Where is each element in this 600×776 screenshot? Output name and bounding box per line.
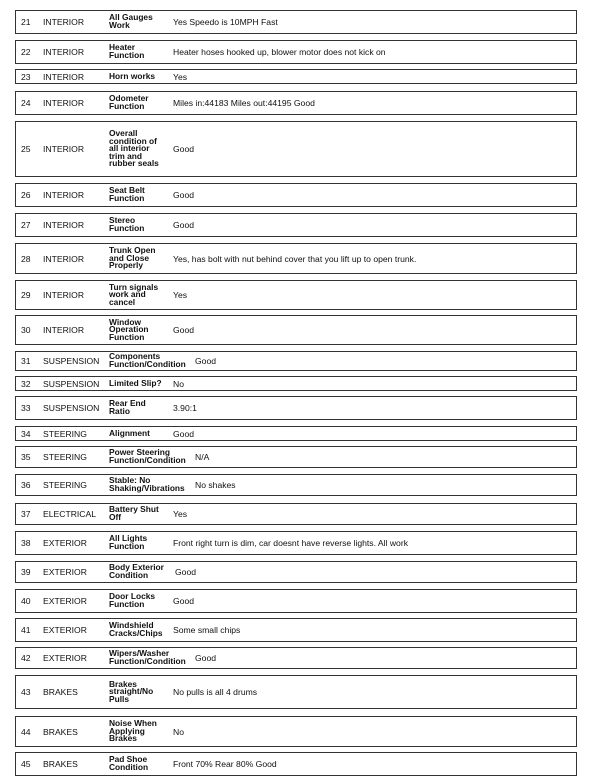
row-item: Alignment bbox=[109, 427, 150, 438]
table-row bbox=[15, 91, 577, 115]
row-category: EXTERIOR bbox=[43, 653, 87, 663]
row-number: 28 bbox=[21, 253, 31, 264]
row-number: 31 bbox=[21, 356, 31, 366]
row-item: Odometer Function bbox=[109, 93, 149, 111]
row-category: INTERIOR bbox=[43, 17, 85, 27]
table-row bbox=[15, 69, 577, 84]
row-item: Stereo Function bbox=[109, 215, 145, 233]
row-value: No bbox=[173, 378, 184, 389]
row-category: INTERIOR bbox=[43, 190, 85, 200]
table-row bbox=[15, 531, 577, 555]
row-number: 26 bbox=[21, 190, 31, 200]
row-item: Door Locks Function bbox=[109, 591, 156, 609]
row-value: Good bbox=[173, 190, 195, 200]
row-item: Battery Shut Off bbox=[109, 504, 159, 522]
row-number: 36 bbox=[21, 480, 31, 490]
row-number: 23 bbox=[21, 71, 31, 82]
row-category: STEERING bbox=[43, 480, 87, 490]
row-item: Heater Function bbox=[109, 42, 145, 60]
row-number: 42 bbox=[21, 653, 31, 663]
row-item: Windshield Cracks/Chips bbox=[109, 620, 163, 638]
row-category: BRAKES bbox=[43, 687, 78, 697]
table-row bbox=[15, 474, 577, 496]
row-number: 40 bbox=[21, 596, 31, 606]
row-item: All Lights Function bbox=[109, 533, 148, 551]
row-item: Seat Belt Function bbox=[109, 185, 145, 203]
row-value: Good bbox=[173, 220, 195, 230]
row-item: Wipers/Washer Function/Condition bbox=[109, 648, 186, 666]
row-number: 27 bbox=[21, 220, 31, 230]
row-value: Yes Speedo is 10MPH Fast bbox=[173, 17, 278, 27]
row-category: INTERIOR bbox=[43, 71, 85, 82]
row-number: 39 bbox=[21, 567, 31, 577]
row-item: Power Steering Function/Condition bbox=[109, 447, 186, 465]
table-row bbox=[15, 396, 577, 420]
row-category: INTERIOR bbox=[43, 253, 85, 264]
row-category: BRAKES bbox=[43, 726, 78, 737]
row-value: N/A bbox=[195, 452, 210, 462]
table-row bbox=[15, 376, 577, 391]
row-category: SUSPENSION bbox=[43, 356, 100, 366]
table-row bbox=[15, 752, 577, 776]
table-row bbox=[15, 243, 577, 274]
row-value: Some small chips bbox=[173, 625, 241, 635]
row-item: Window Operation Function bbox=[109, 316, 149, 342]
row-category: INTERIOR bbox=[43, 47, 85, 57]
row-category: EXTERIOR bbox=[43, 538, 87, 548]
row-number: 38 bbox=[21, 538, 31, 548]
row-value: No bbox=[173, 726, 184, 737]
row-number: 41 bbox=[21, 625, 31, 635]
row-category: INTERIOR bbox=[43, 98, 85, 108]
table-row bbox=[15, 716, 577, 747]
row-item: All Gauges Work bbox=[109, 12, 153, 30]
row-category: BRAKES bbox=[43, 759, 78, 769]
row-number: 30 bbox=[21, 325, 31, 335]
row-item: Components Function/Condition bbox=[109, 351, 186, 369]
row-number: 34 bbox=[21, 428, 31, 439]
row-category: EXTERIOR bbox=[43, 596, 87, 606]
row-number: 44 bbox=[21, 726, 31, 737]
table-row bbox=[15, 618, 577, 642]
table-row bbox=[15, 183, 577, 207]
row-number: 45 bbox=[21, 759, 31, 769]
row-value: Good bbox=[173, 596, 195, 606]
row-value: No shakes bbox=[195, 480, 236, 490]
row-item: Horn works bbox=[109, 70, 156, 81]
table-row bbox=[15, 503, 577, 525]
row-category: STEERING bbox=[43, 452, 87, 462]
row-category: EXTERIOR bbox=[43, 567, 87, 577]
row-item: Pad Shoe Condition bbox=[109, 754, 149, 772]
row-category: ELECTRICAL bbox=[43, 509, 97, 519]
row-number: 24 bbox=[21, 98, 31, 108]
row-value: Good bbox=[195, 653, 217, 663]
row-item: Rear End Ratio bbox=[109, 398, 146, 416]
row-value: Front right turn is dim, car doesnt have reverse lights. All work bbox=[173, 538, 408, 548]
row-value: Yes bbox=[173, 509, 188, 519]
table-row bbox=[15, 351, 577, 371]
row-value: 3.90:1 bbox=[173, 403, 197, 413]
table-row bbox=[15, 280, 577, 310]
row-item: Noise When Applying Brakes bbox=[109, 718, 157, 744]
row-number: 33 bbox=[21, 403, 31, 413]
row-item: Trunk Open and Close Properly bbox=[109, 245, 156, 271]
row-number: 35 bbox=[21, 452, 31, 462]
table-row bbox=[15, 426, 577, 441]
row-number: 22 bbox=[21, 47, 31, 57]
row-value: Yes bbox=[173, 290, 188, 300]
table-row bbox=[15, 647, 577, 669]
row-item: Body Exterior Condition bbox=[109, 562, 164, 580]
row-number: 29 bbox=[21, 290, 31, 300]
row-item: Limited Slip? bbox=[109, 377, 162, 388]
row-value: Front 70% Rear 80% Good bbox=[173, 759, 277, 769]
table-row bbox=[15, 40, 577, 64]
row-category: INTERIOR bbox=[43, 325, 85, 335]
table-row bbox=[15, 589, 577, 613]
table-row bbox=[15, 121, 577, 177]
table-row bbox=[15, 10, 577, 34]
table-row bbox=[15, 446, 577, 468]
row-value: Good bbox=[175, 567, 197, 577]
table-row bbox=[15, 315, 577, 345]
row-category: INTERIOR bbox=[43, 220, 85, 230]
table-row bbox=[15, 213, 577, 237]
row-category: SUSPENSION bbox=[43, 403, 100, 413]
row-value: Yes, has bolt with nut behind cover that you lift up to open trunk. bbox=[173, 253, 417, 264]
row-category: SUSPENSION bbox=[43, 378, 100, 389]
row-value: Good bbox=[173, 144, 195, 154]
row-number: 21 bbox=[21, 17, 31, 27]
row-value: Good bbox=[173, 428, 195, 439]
row-number: 32 bbox=[21, 378, 31, 389]
row-value: Miles in:44183 Miles out:44195 Good bbox=[173, 98, 315, 108]
row-item: Turn signals work and cancel bbox=[109, 281, 159, 307]
row-category: STEERING bbox=[43, 428, 87, 439]
row-item: Overall condition of all interior trim and rubber seals bbox=[109, 128, 159, 169]
row-value: Heater hoses hooked up, blower motor does not kick on bbox=[173, 47, 386, 57]
table-row bbox=[15, 561, 577, 583]
row-value: Good bbox=[173, 325, 195, 335]
table-row bbox=[15, 675, 577, 709]
row-value: No pulls is all 4 drums bbox=[173, 687, 258, 697]
row-item: Stable: No Shaking/Vibrations bbox=[109, 475, 185, 493]
row-value: Good bbox=[195, 356, 217, 366]
row-number: 37 bbox=[21, 509, 31, 519]
row-category: INTERIOR bbox=[43, 144, 85, 154]
row-item: Brakes straight/No Pulls bbox=[109, 678, 154, 704]
row-value: Yes bbox=[173, 71, 188, 82]
row-number: 25 bbox=[21, 144, 31, 154]
row-number: 43 bbox=[21, 687, 31, 697]
row-category: EXTERIOR bbox=[43, 625, 87, 635]
row-category: INTERIOR bbox=[43, 290, 85, 300]
